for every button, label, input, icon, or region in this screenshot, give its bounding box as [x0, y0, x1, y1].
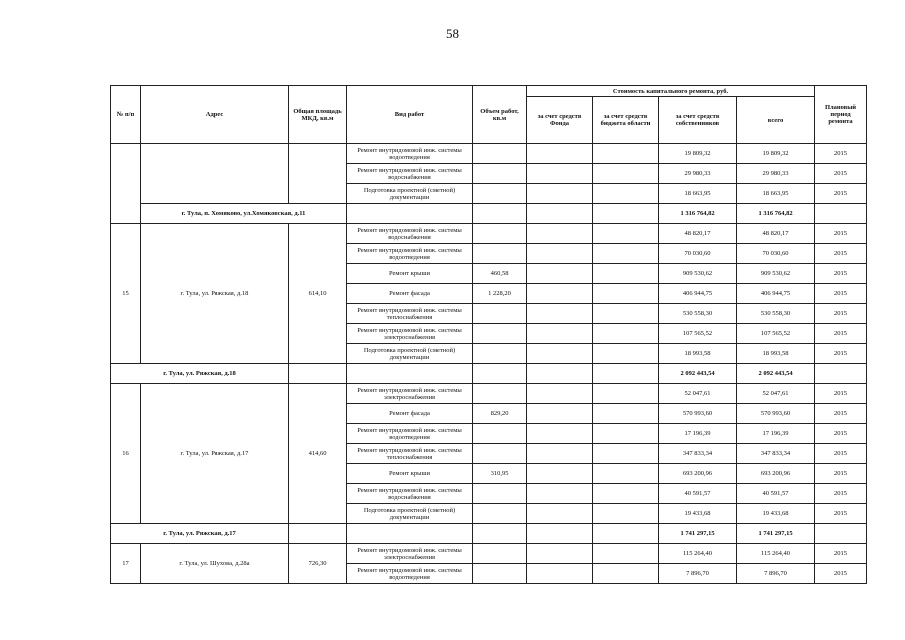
work-type-cell: Ремонт внутридомовой инж. системы электроснабжения	[347, 324, 473, 344]
budget-cell	[593, 424, 659, 444]
volume-cell	[473, 244, 527, 264]
period-cell	[815, 524, 867, 544]
period-cell: 2015	[815, 244, 867, 264]
owners-cost-cell: 18 993,58	[659, 344, 737, 364]
owners-cost-cell: 530 558,30	[659, 304, 737, 324]
period-cell: 2015	[815, 404, 867, 424]
budget-cell	[593, 484, 659, 504]
total-cost-cell: 107 565,52	[737, 324, 815, 344]
volume-cell: 1 228,20	[473, 284, 527, 304]
period-cell: 2015	[815, 444, 867, 464]
owners-cost-cell: 347 833,34	[659, 444, 737, 464]
area-cell: 726,30	[289, 544, 347, 584]
budget-cell	[593, 264, 659, 284]
owners-cost-cell: 48 820,17	[659, 224, 737, 244]
header-volume: Объем работ, кв.м	[473, 86, 527, 144]
header-fund: за счет средств Фонда	[527, 97, 593, 144]
work-type-cell: Ремонт внутридомовой инж. системы водоотведения	[347, 564, 473, 584]
work-type-cell: Ремонт внутридомовой инж. системы водоотведения	[347, 144, 473, 164]
budget-cell	[593, 324, 659, 344]
subtotal-label: г. Тула, ул. Ряжская, д.18	[111, 364, 289, 384]
budget-cell	[593, 284, 659, 304]
period-cell: 2015	[815, 184, 867, 204]
total-cost-cell: 693 200,96	[737, 464, 815, 484]
volume-cell	[473, 344, 527, 364]
budget-cell	[593, 504, 659, 524]
fund-cell	[527, 224, 593, 244]
volume-cell	[473, 504, 527, 524]
work-type-cell: Ремонт внутридомовой инж. системы теплоснабжения	[347, 444, 473, 464]
address-cell	[141, 144, 289, 204]
budget-cell	[593, 244, 659, 264]
period-cell: 2015	[815, 304, 867, 324]
budget-cell	[593, 164, 659, 184]
period-cell: 2015	[815, 164, 867, 184]
period-cell: 2015	[815, 504, 867, 524]
table-row	[111, 224, 867, 244]
budget-cell	[593, 344, 659, 364]
work-type-cell: Ремонт внутридомовой инж. системы электроснабжения	[347, 384, 473, 404]
period-cell	[815, 204, 867, 224]
fund-cell	[527, 464, 593, 484]
owners-cost-cell: 107 565,52	[659, 324, 737, 344]
fund-cell	[527, 444, 593, 464]
header-period: Плановый период ремонта	[815, 86, 867, 144]
work-type-cell	[347, 364, 473, 384]
subtotal-total: 1 316 764,82	[737, 204, 815, 224]
period-cell: 2015	[815, 464, 867, 484]
area-cell	[289, 144, 347, 204]
area-cell	[289, 364, 347, 384]
fund-cell	[527, 504, 593, 524]
total-cost-cell: 52 047,61	[737, 384, 815, 404]
volume-cell	[473, 384, 527, 404]
row-number: 16	[111, 384, 141, 524]
fund-cell	[527, 184, 593, 204]
work-type-cell: Ремонт крыши	[347, 464, 473, 484]
volume-cell	[473, 224, 527, 244]
volume-cell	[473, 564, 527, 584]
subtotal-label: г. Тула, ул. Ряжская, д.17	[111, 524, 289, 544]
period-cell: 2015	[815, 224, 867, 244]
volume-cell	[473, 524, 527, 544]
owners-cost-cell: 115 264,40	[659, 544, 737, 564]
volume-cell	[473, 544, 527, 564]
page-number: 58	[446, 26, 459, 41]
owners-cost-cell: 570 993,60	[659, 404, 737, 424]
period-cell: 2015	[815, 564, 867, 584]
total-cost-cell: 530 558,30	[737, 304, 815, 324]
volume-cell	[473, 424, 527, 444]
header-cost-group: Стоимость капитального ремонта, руб.	[527, 86, 815, 97]
volume-cell	[473, 304, 527, 324]
period-cell	[815, 364, 867, 384]
total-cost-cell: 909 530,62	[737, 264, 815, 284]
total-cost-cell: 17 196,39	[737, 424, 815, 444]
owners-cost-cell: 909 530,62	[659, 264, 737, 284]
table-row	[111, 144, 867, 164]
total-cost-cell: 7 896,70	[737, 564, 815, 584]
owners-cost-cell: 70 030,60	[659, 244, 737, 264]
fund-cell	[527, 144, 593, 164]
volume-cell	[473, 204, 527, 224]
row-number	[111, 144, 141, 224]
row-number: 17	[111, 544, 141, 584]
total-cost-cell: 18 663,95	[737, 184, 815, 204]
fund-cell	[527, 384, 593, 404]
area-cell	[289, 524, 347, 544]
budget-cell	[593, 224, 659, 244]
fund-cell	[527, 424, 593, 444]
work-type-cell	[347, 524, 473, 544]
total-cost-cell: 19 433,68	[737, 504, 815, 524]
header-no: № п/п	[111, 86, 141, 144]
fund-cell	[527, 244, 593, 264]
owners-cost-cell: 52 047,61	[659, 384, 737, 404]
volume-cell: 310,95	[473, 464, 527, 484]
owners-cost-cell: 18 663,95	[659, 184, 737, 204]
period-cell: 2015	[815, 544, 867, 564]
budget-cell	[593, 464, 659, 484]
table-row	[111, 384, 867, 404]
budget-cell	[593, 364, 659, 384]
fund-cell	[527, 544, 593, 564]
header-work: Вид работ	[347, 86, 473, 144]
area-cell: 414,60	[289, 384, 347, 524]
subtotal-owners: 2 092 443,54	[659, 364, 737, 384]
fund-cell	[527, 324, 593, 344]
work-type-cell: Подготовка проектной (сметной) документации	[347, 504, 473, 524]
volume-cell: 829,20	[473, 404, 527, 424]
total-cost-cell: 29 980,33	[737, 164, 815, 184]
budget-cell	[593, 204, 659, 224]
address-cell: г. Тула, ул. Ряжская, д.17	[141, 384, 289, 524]
budget-cell	[593, 184, 659, 204]
volume-cell	[473, 364, 527, 384]
volume-cell	[473, 184, 527, 204]
volume-cell	[473, 484, 527, 504]
total-cost-cell: 70 030,60	[737, 244, 815, 264]
row-number: 15	[111, 224, 141, 364]
total-cost-cell: 19 809,32	[737, 144, 815, 164]
subtotal-row	[111, 364, 867, 384]
budget-cell	[593, 444, 659, 464]
total-cost-cell: 115 264,40	[737, 544, 815, 564]
address-cell: г. Тула, ул. Ряжская, д.18	[141, 224, 289, 364]
work-type-cell: Ремонт внутридомовой инж. системы электроснабжения	[347, 544, 473, 564]
period-cell: 2015	[815, 264, 867, 284]
work-type-cell: Ремонт внутридомовой инж. системы водоотведения	[347, 424, 473, 444]
period-cell: 2015	[815, 384, 867, 404]
owners-cost-cell: 40 591,57	[659, 484, 737, 504]
period-cell: 2015	[815, 484, 867, 504]
total-cost-cell: 48 820,17	[737, 224, 815, 244]
header-budget: за счет средств бюджета области	[593, 97, 659, 144]
address-cell: г. Тула, ул. Шухова, д.28а	[141, 544, 289, 584]
repair-cost-table	[110, 85, 867, 584]
fund-cell	[527, 284, 593, 304]
subtotal-total: 2 092 443,54	[737, 364, 815, 384]
work-type-cell: Ремонт внутридомовой инж. системы теплоснабжения	[347, 304, 473, 324]
total-cost-cell: 347 833,34	[737, 444, 815, 464]
owners-cost-cell: 693 200,96	[659, 464, 737, 484]
work-type-cell: Ремонт внутридомовой инж. системы водоотведения	[347, 244, 473, 264]
period-cell: 2015	[815, 344, 867, 364]
fund-cell	[527, 164, 593, 184]
subtotal-row	[111, 204, 867, 224]
area-cell: 614,10	[289, 224, 347, 364]
fund-cell	[527, 364, 593, 384]
work-type-cell	[347, 204, 473, 224]
work-type-cell: Ремонт фасада	[347, 284, 473, 304]
budget-cell	[593, 144, 659, 164]
work-type-cell: Ремонт внутридомовой инж. системы водоснабжения	[347, 224, 473, 244]
total-cost-cell: 18 993,58	[737, 344, 815, 364]
period-cell: 2015	[815, 284, 867, 304]
fund-cell	[527, 264, 593, 284]
total-cost-cell: 570 993,60	[737, 404, 815, 424]
owners-cost-cell: 19 433,68	[659, 504, 737, 524]
volume-cell	[473, 144, 527, 164]
owners-cost-cell: 7 896,70	[659, 564, 737, 584]
work-type-cell: Подготовка проектной (сметной) документации	[347, 184, 473, 204]
work-type-cell: Подготовка проектной (сметной) документации	[347, 344, 473, 364]
budget-cell	[593, 564, 659, 584]
fund-cell	[527, 204, 593, 224]
header-address: Адрес	[141, 86, 289, 144]
subtotal-label: г. Тула, п. Хомяково, ул.Хомяковская, д.11	[141, 204, 347, 224]
budget-cell	[593, 304, 659, 324]
subtotal-row	[111, 524, 867, 544]
period-cell: 2015	[815, 144, 867, 164]
subtotal-owners: 1 316 764,82	[659, 204, 737, 224]
period-cell: 2015	[815, 424, 867, 444]
work-type-cell: Ремонт крыши	[347, 264, 473, 284]
fund-cell	[527, 524, 593, 544]
fund-cell	[527, 304, 593, 324]
owners-cost-cell: 19 809,32	[659, 144, 737, 164]
volume-cell	[473, 164, 527, 184]
subtotal-total: 1 741 297,15	[737, 524, 815, 544]
fund-cell	[527, 484, 593, 504]
total-cost-cell: 406 944,75	[737, 284, 815, 304]
owners-cost-cell: 406 944,75	[659, 284, 737, 304]
work-type-cell: Ремонт внутридомовой инж. системы водоснабжения	[347, 164, 473, 184]
total-cost-cell: 40 591,57	[737, 484, 815, 504]
volume-cell	[473, 444, 527, 464]
fund-cell	[527, 344, 593, 364]
period-cell: 2015	[815, 324, 867, 344]
budget-cell	[593, 384, 659, 404]
work-type-cell: Ремонт фасада	[347, 404, 473, 424]
table-row	[111, 544, 867, 564]
budget-cell	[593, 404, 659, 424]
budget-cell	[593, 544, 659, 564]
header-area: Общая площадь МКД, кв.м	[289, 86, 347, 144]
fund-cell	[527, 404, 593, 424]
budget-cell	[593, 524, 659, 544]
owners-cost-cell: 29 980,33	[659, 164, 737, 184]
header-total: всего	[737, 97, 815, 144]
subtotal-owners: 1 741 297,15	[659, 524, 737, 544]
fund-cell	[527, 564, 593, 584]
volume-cell: 460,58	[473, 264, 527, 284]
work-type-cell: Ремонт внутридомовой инж. системы водоснабжения	[347, 484, 473, 504]
owners-cost-cell: 17 196,39	[659, 424, 737, 444]
volume-cell	[473, 324, 527, 344]
header-owners: за счет средств собственников	[659, 97, 737, 144]
